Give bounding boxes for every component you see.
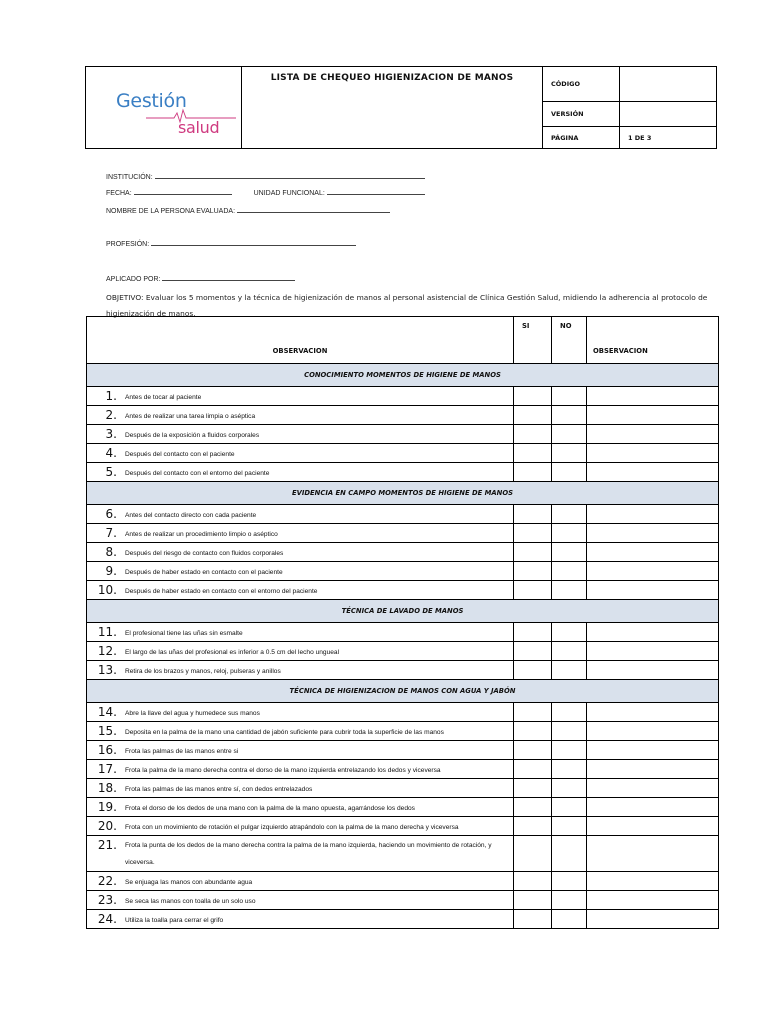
si-checkbox-cell[interactable] [514,543,552,562]
table-row [87,463,719,482]
section-header-row [87,482,719,505]
item-cell [87,406,514,425]
no-checkbox-cell[interactable] [552,642,587,661]
item-number: 2. [105,408,117,422]
observacion-cell[interactable] [587,661,719,680]
gestion-salud-logo [86,68,241,148]
no-checkbox-cell[interactable] [552,463,587,482]
item-cell [87,741,514,760]
checklist-body [87,364,719,929]
observacion-cell[interactable] [587,623,719,642]
item-cell [87,891,514,910]
item-cell [87,623,514,642]
table-row [87,505,719,524]
item-text: Deposita en la palma de la mano una cantidad de jabón suficiente para cubrir toda la superficie de las manos [125,729,444,736]
table-row [87,406,719,425]
item-number: 20. [97,819,117,833]
item-text: Antes de realizar un procedimiento limpio o aséptico [125,531,278,538]
si-checkbox-cell[interactable] [514,836,552,872]
no-checkbox-cell[interactable] [552,425,587,444]
item-number: 24. [97,912,117,926]
item-cell [87,505,514,524]
nombre-field[interactable] [106,206,390,215]
table-row [87,623,719,642]
no-checkbox-cell[interactable] [552,623,587,642]
item-cell [87,703,514,722]
no-checkbox-cell[interactable] [552,562,587,581]
version-label: VERSIÓN [543,102,620,127]
item-cell [87,872,514,891]
observacion-cell[interactable] [587,524,719,543]
aplicado-blank[interactable] [162,274,295,281]
item-number: 4. [105,446,117,460]
item-number: 16. [97,743,117,757]
section-title: TÉCNICA DE HIGIENIZACION DE MANOS CON AGUA Y JABÓN [87,680,719,703]
observacion-cell[interactable] [587,741,719,760]
item-text: Retira de los brazos y manos, reloj, pulseras y anillos [125,668,281,675]
table-row [87,779,719,798]
col-si: SI [514,317,552,364]
observacion-cell[interactable] [587,425,719,444]
table-row [87,872,719,891]
item-cell [87,722,514,741]
observacion-cell[interactable] [587,817,719,836]
si-checkbox-cell[interactable] [514,872,552,891]
no-checkbox-cell[interactable] [552,872,587,891]
no-checkbox-cell[interactable] [552,406,587,425]
si-checkbox-cell[interactable] [514,891,552,910]
item-cell [87,444,514,463]
table-row [87,760,719,779]
no-checkbox-cell[interactable] [552,703,587,722]
item-text: Después de haber estado en contacto con el paciente [125,569,283,576]
item-cell [87,798,514,817]
table-row [87,562,719,581]
item-cell [87,463,514,482]
table-row [87,910,719,929]
item-text: Frota la palma de la mano derecha contra el dorso de la mano izquierda entrelazando los dedos y viceversa [125,767,441,774]
item-number: 14. [97,705,117,719]
no-checkbox-cell[interactable] [552,891,587,910]
observacion-cell[interactable] [587,722,719,741]
table-row [87,524,719,543]
item-number: 17. [97,762,117,776]
si-checkbox-cell[interactable] [514,703,552,722]
item-text: El profesional tiene las uñas sin esmalte [125,630,243,637]
fecha-blank[interactable] [134,188,232,195]
item-text: Después del contacto con el paciente [125,451,235,458]
version-value [620,102,717,127]
section-header-row [87,600,719,623]
document-header [85,66,717,149]
item-number: 13. [97,663,117,677]
item-number: 7. [105,526,117,540]
unidad-blank[interactable] [327,188,425,195]
table-header-row [87,317,719,364]
item-number: 18. [97,781,117,795]
aplicado-field[interactable] [106,274,295,283]
no-checkbox-cell[interactable] [552,543,587,562]
table-row [87,543,719,562]
si-checkbox-cell[interactable] [514,562,552,581]
item-cell [87,562,514,581]
observacion-cell[interactable] [587,872,719,891]
item-text: Frota el dorso de los dedos de una mano con la palma de la mano opuesta, agarrándose los dedos [125,805,415,812]
si-checkbox-cell[interactable] [514,722,552,741]
logo-text-salud: salud [178,117,220,137]
observacion-cell[interactable] [587,406,719,425]
pagina-label: PÁGINA [543,127,620,149]
observacion-cell[interactable] [587,642,719,661]
table-row [87,817,719,836]
section-title: CONOCIMIENTO MOMENTOS DE HIGIENE DE MANOS [87,364,719,387]
observacion-cell[interactable] [587,543,719,562]
si-checkbox-cell[interactable] [514,661,552,680]
table-row [87,798,719,817]
nombre-label: NOMBRE DE LA PERSONA EVALUADA: [106,208,236,215]
section-title: EVIDENCIA EN CAMPO MOMENTOS DE HIGIENE DE MANOS [87,482,719,505]
fecha-label: FECHA: [106,190,132,197]
observacion-cell[interactable] [587,703,719,722]
no-checkbox-cell[interactable] [552,387,587,406]
si-checkbox-cell[interactable] [514,817,552,836]
observacion-cell[interactable] [587,760,719,779]
no-checkbox-cell[interactable] [552,661,587,680]
si-checkbox-cell[interactable] [514,524,552,543]
item-text: Se enjuaga las manos con abundante agua [125,879,253,886]
institucion-label: INSTITUCIÓN: [106,174,153,181]
item-cell [87,581,514,600]
item-number: 23. [97,893,117,907]
section-header-row [87,364,719,387]
observacion-cell[interactable] [587,798,719,817]
item-text: Antes de tocar al paciente [125,394,202,401]
item-cell [87,425,514,444]
document-title-cell [242,67,543,149]
section-header-row [87,680,719,703]
item-number: 6. [105,507,117,521]
si-checkbox-cell[interactable] [514,623,552,642]
unidad-label: UNIDAD FUNCIONAL: [253,190,325,197]
logo-text-gestion: Gestión [116,89,187,112]
si-checkbox-cell[interactable] [514,760,552,779]
no-checkbox-cell[interactable] [552,760,587,779]
no-checkbox-cell[interactable] [552,741,587,760]
observacion-cell[interactable] [587,562,719,581]
profesion-blank[interactable] [151,239,356,246]
observacion-cell[interactable] [587,581,719,600]
item-text: Antes de realizar una tarea limpia o aséptica [125,413,256,420]
no-checkbox-cell[interactable] [552,581,587,600]
observacion-cell[interactable] [587,836,719,872]
profesion-field[interactable] [106,239,356,248]
item-text: El largo de las uñas del profesional es inferior a 0.5 cm del lecho ungueal [125,649,340,656]
item-number: 3. [105,427,117,441]
no-checkbox-cell[interactable] [552,524,587,543]
item-number: 19. [97,800,117,814]
si-checkbox-cell[interactable] [514,463,552,482]
si-checkbox-cell[interactable] [514,910,552,929]
table-row [87,444,719,463]
item-cell [87,661,514,680]
item-text: Abre la llave del agua y humedece sus manos [125,710,260,717]
no-checkbox-cell[interactable] [552,836,587,872]
observacion-cell[interactable] [587,891,719,910]
objetivo-text: OBJETIVO: Evaluar los 5 momentos y la técnica de higienización de manos al personal asistencial de Clínica Gestión Salud, midiendo la adherencia al protocolo de higienización de manos. [106,293,708,318]
table-row [87,891,719,910]
item-number: 5. [105,465,117,479]
no-checkbox-cell[interactable] [552,722,587,741]
si-checkbox-cell[interactable] [514,581,552,600]
observacion-cell[interactable] [587,779,719,798]
table-row [87,425,719,444]
checklist-table [86,316,719,929]
item-number: 22. [97,874,117,888]
item-number: 9. [105,564,117,578]
table-row [87,836,719,872]
item-text: Después de haber estado en contacto con el entorno del paciente [125,588,318,595]
no-checkbox-cell[interactable] [552,910,587,929]
observacion-cell[interactable] [587,444,719,463]
col-observacion-2: OBSERVACION [587,317,719,364]
item-cell [87,910,514,929]
codigo-label: CÓDIGO [543,67,620,102]
item-cell [87,760,514,779]
si-checkbox-cell[interactable] [514,798,552,817]
si-checkbox-cell[interactable] [514,505,552,524]
no-checkbox-cell[interactable] [552,798,587,817]
table-row [87,581,719,600]
item-text: Utiliza la toalla para cerrar el grifo [125,917,224,924]
item-number: 8. [105,545,117,559]
table-row [87,661,719,680]
document-title: LISTA DE CHEQUEO HIGIENIZACION DE MANOS [270,73,514,83]
item-number: 10. [97,583,117,597]
table-row [87,722,719,741]
si-checkbox-cell[interactable] [514,642,552,661]
item-cell [87,543,514,562]
section-title: TÉCNICA DE LAVADO DE MANOS [87,600,719,623]
si-checkbox-cell[interactable] [514,444,552,463]
item-text: Antes del contacto directo con cada paciente [125,512,257,519]
col-no: NO [552,317,587,364]
item-text: Después de la exposición a fluidos corporales [125,432,260,439]
pagina-value: 1 DE 3 [620,127,717,149]
item-number: 15. [97,724,117,738]
si-checkbox-cell[interactable] [514,779,552,798]
item-cell [87,836,514,872]
si-checkbox-cell[interactable] [514,425,552,444]
codigo-value [620,67,717,102]
table-row [87,387,719,406]
item-text: Frota con un movimiento de rotación el pulgar izquierdo atrapándolo con la palma de la mano derecha y viceversa [125,824,459,831]
observacion-cell[interactable] [587,505,719,524]
no-checkbox-cell[interactable] [552,779,587,798]
si-checkbox-cell[interactable] [514,406,552,425]
item-cell [87,524,514,543]
institucion-blank[interactable] [155,172,425,179]
fecha-field[interactable] [106,188,425,197]
observacion-cell[interactable] [587,463,719,482]
si-checkbox-cell[interactable] [514,387,552,406]
item-cell [87,387,514,406]
no-checkbox-cell[interactable] [552,505,587,524]
nombre-blank[interactable] [237,206,390,213]
item-number: 12. [97,644,117,658]
si-checkbox-cell[interactable] [514,741,552,760]
table-row [87,642,719,661]
institucion-field[interactable] [106,172,425,181]
observacion-cell[interactable] [587,387,719,406]
item-number: 11. [97,625,117,639]
table-row [87,741,719,760]
item-text: Se seca las manos con toalla de un solo uso [125,898,256,905]
table-row [87,703,719,722]
observacion-cell[interactable] [587,910,719,929]
profesion-label: PROFESIÓN: [106,241,150,248]
item-number: 1. [105,389,117,403]
item-cell [87,817,514,836]
item-text: Después del contacto con el entorno del paciente [125,470,270,477]
item-cell [87,642,514,661]
item-text: Frota la punta de los dedos de la mano derecha contra la palma de la mano izquierda, haciendo un movimiento de rotación, y viceversa. [125,842,492,866]
item-text: Frota las palmas de las manos entre si [125,748,239,755]
logo-cell [86,67,242,149]
item-text: Después del riesgo de contacto con fluidos corporales [125,550,284,557]
no-checkbox-cell[interactable] [552,444,587,463]
item-number: 21. [97,838,117,852]
no-checkbox-cell[interactable] [552,817,587,836]
col-observacion: OBSERVACION [87,317,514,364]
item-cell [87,779,514,798]
aplicado-label: APLICADO POR: [106,276,161,283]
item-text: Frota las palmas de las manos entre sí, con dedos entrelazados [125,786,313,793]
